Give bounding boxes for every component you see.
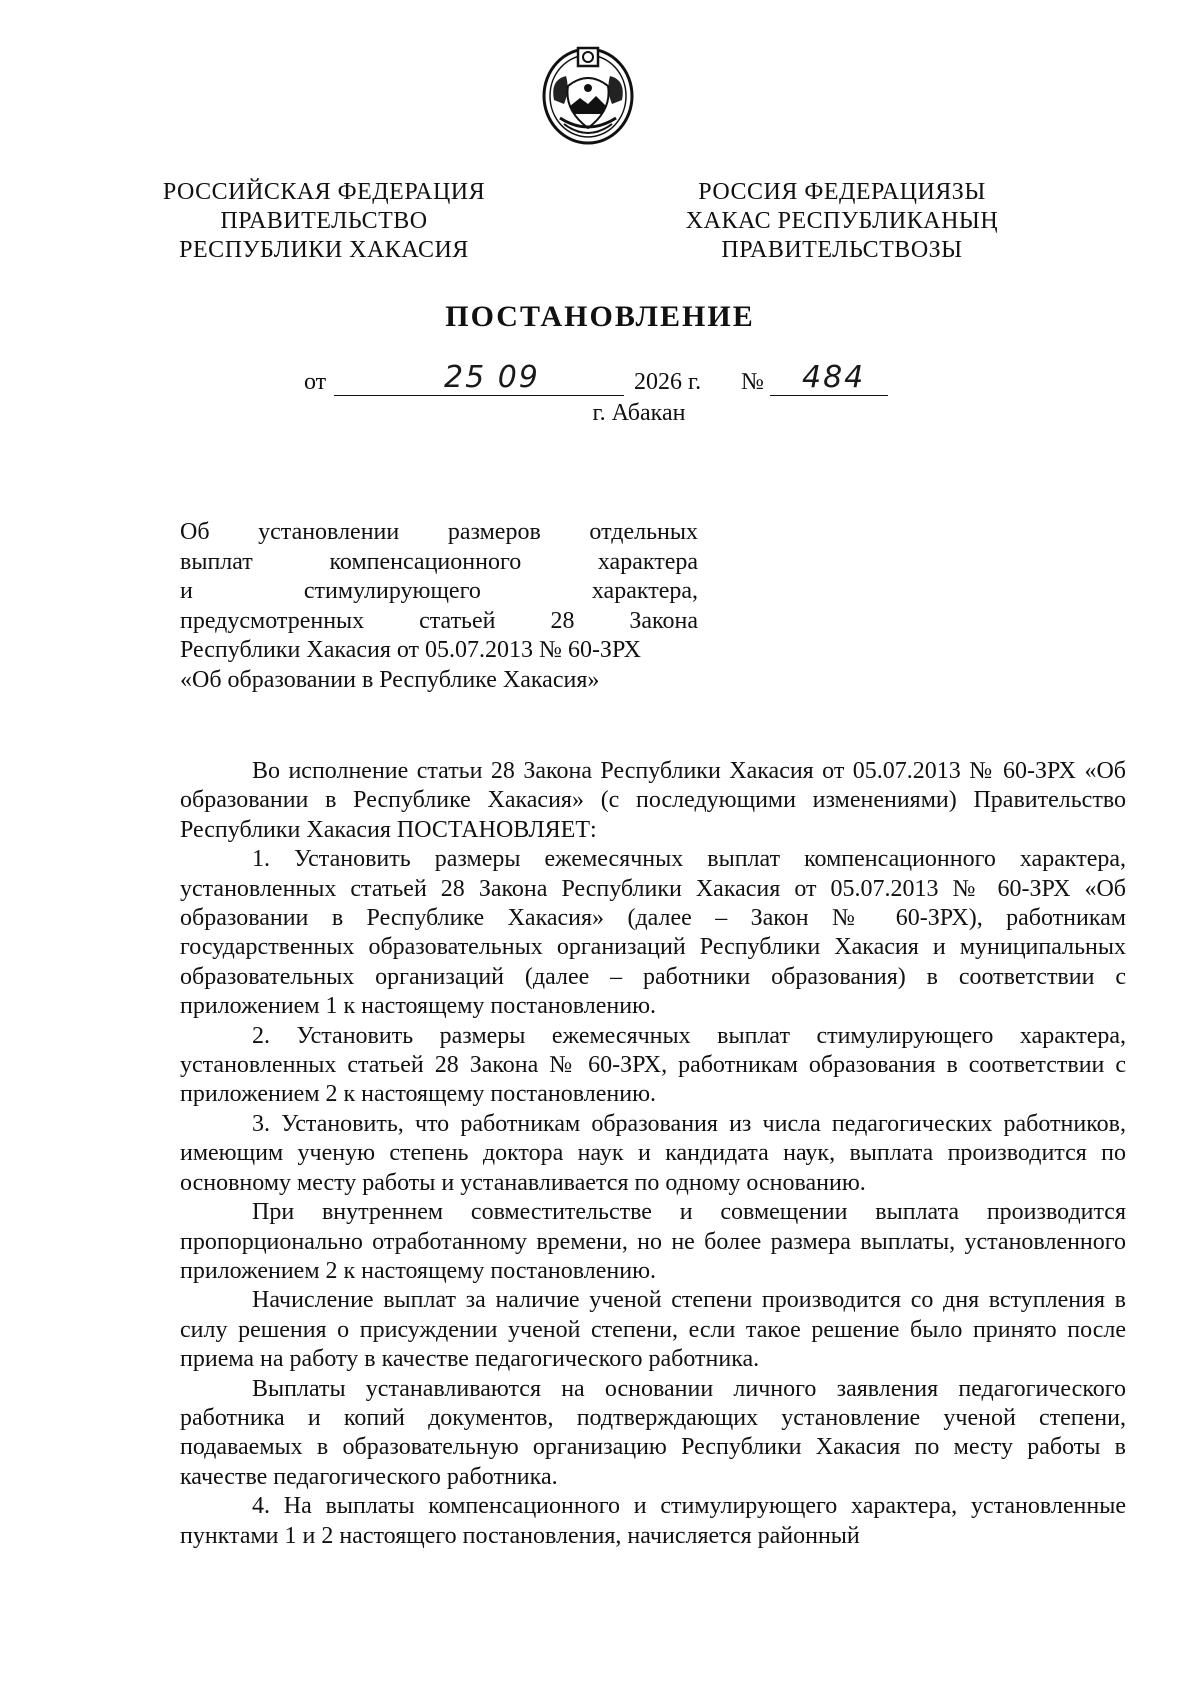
header-left-line: РЕСПУБЛИКИ ХАКАСИЯ [179,237,469,263]
date-number-line [0,362,1200,402]
header-right-khakas [642,178,1042,265]
subject-line: и стимулирующего характера, [180,578,698,604]
body-paragraph: 4. На выплаты компенсационного и стимулирующего характера, установленные пунктами 1 и 2 настоящего постановления, начисляется районный [180,1493,1126,1549]
document-title: ПОСТАНОВЛЕНИЕ [445,300,755,333]
header-right-line: РОССИЯ ФЕДЕРАЦИЯЗЫ [698,179,986,205]
from-label: от [304,369,327,395]
handwritten-number: 484 [802,360,866,395]
header-left-russian [124,178,524,265]
body-paragraph: Во исполнение статьи 28 Закона Республики Хакасия от 05.07.2013 № 60-ЗРХ «Об образовании в Республике Хакасия» (с последующими изменениями) Правительство Республики Хакасия ПОСТАНОВЛЯЕТ: [180,758,1126,843]
document-body [180,757,1126,1551]
subject-line: выплат компенсационного характера [180,548,698,575]
number-label: № [741,369,764,395]
body-paragraph: Начисление выплат за наличие ученой степени производится со дня вступления в силу решения о присуждении ученой степени, если такое решение было принято после приема на работу в качестве педагогического работника. [180,1287,1126,1373]
header-right-line: ПРАВИТЕЛЬСТВОЗЫ [721,237,963,263]
number-field [770,360,888,396]
date-field [334,360,624,396]
body-paragraph: Выплаты устанавливаются на основании личного заявления педагогического работника и копий документов, подтверждающих установление ученой степени, подаваемых в образовательную организацию Республики Хакасия по месту работы в качестве педагогического работника. [180,1375,1126,1490]
subject-line: предусмотренных статьей 28 Закона [180,607,698,634]
body-paragraph: При внутреннем совместительстве и совмещении выплата производится пропорционально отработанному времени, но не более размера выплаты, установленного приложением 2 к настоящему постановлению. [180,1199,1126,1284]
year-label: 2026 г. [634,369,702,395]
header-left-line: РОССИЙСКАЯ ФЕДЕРАЦИЯ [162,179,486,205]
handwritten-date: 25 09 [444,360,540,395]
header-left-line: ПРАВИТЕЛЬСТВО [220,208,428,234]
subject-line: «Об образовании в Республике Хакасия» [180,666,600,693]
coat-of-arms-emblem [540,40,636,146]
subject-line: Об установлении размеров отдельных [180,519,698,545]
header-right-line: ХАКАС РЕСПУБЛИКАНЫҢ [685,208,999,234]
body-paragraph: 2. Установить размеры ежемесячных выплат стимулирующего характера, установленных статьей 28 Закона № 60-ЗРХ, работникам образования в соответствии с приложением 2 к настоящему постановлению. [180,1022,1126,1108]
subject-block [180,518,698,695]
body-paragraph: 1. Установить размеры ежемесячных выплат компенсационного характера, установленных статьей 28 Закона Республики Хакасия от 05.07.2013 № 60-ЗРХ «Об образовании в Республике Хакасия» (далее – Закон № 60-ЗРХ), работникам государственных образовательных организаций Республики Хакасия и муниципальных образовательных организаций (далее – работники образования) в соответствии с приложением 1 к настоящему постановлению. [180,846,1126,1020]
subject-line: Республики Хакасия от 05.07.2013 № 60-ЗРХ [180,637,641,663]
body-paragraph: 3. Установить, что работникам образования из числа педагогических работников, имеющим ученую степень доктора наук и кандидата наук, выплата производится по основному месту работы и устанавливается по одному основанию. [180,1110,1126,1196]
city-line: г. Абакан [592,400,686,426]
